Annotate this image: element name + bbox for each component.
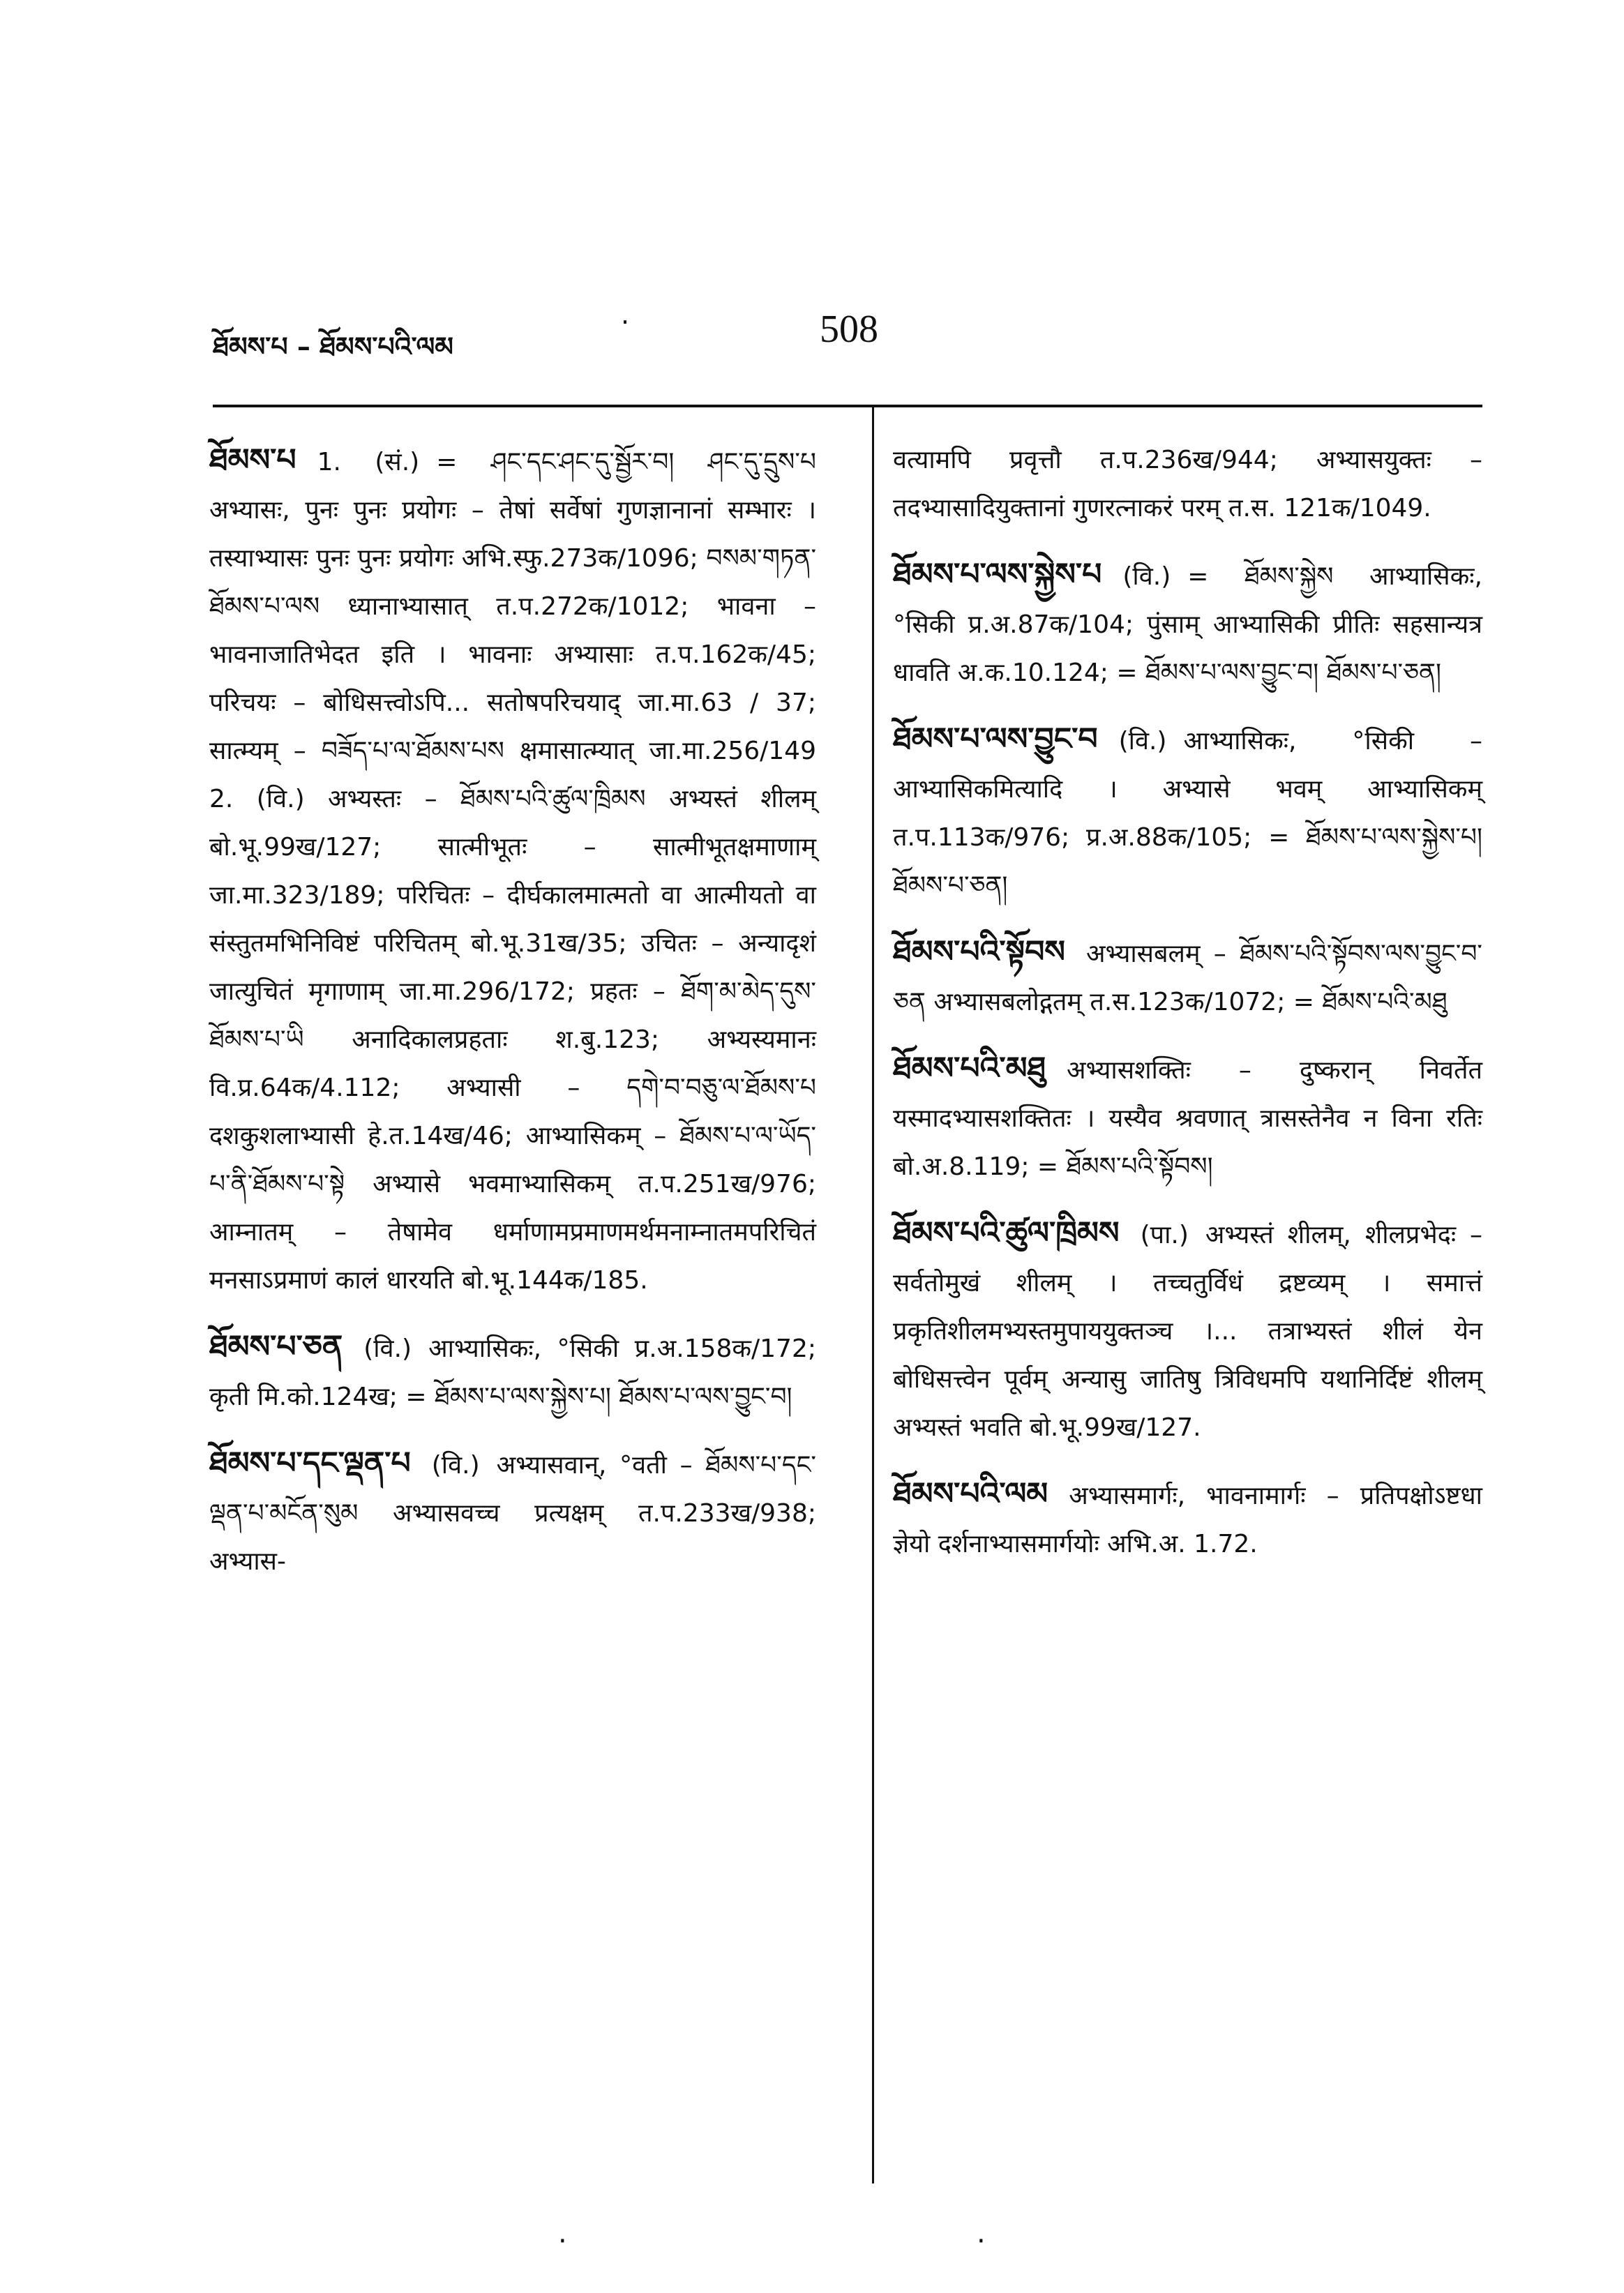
entry-grammar: (वि.) xyxy=(1122,562,1171,591)
right-column xyxy=(893,436,1482,1586)
dictionary-entry xyxy=(893,1470,1482,1568)
entry-grammar: (पा.) xyxy=(1140,1221,1189,1249)
entry-text: अभ्यासशक्तिः – दुष्करान् निवर्तेत यस्मादभ्यासशक्तितः । यस्यैव श्रवणात् त्रासस्तेनैव न विना रतिः बो.अ.8.119; = ཐོམས་པའི་སྟོབས། xyxy=(893,1056,1482,1181)
dictionary-entry xyxy=(209,436,816,1305)
entry-headword: ཐོམས་པ་ཅན xyxy=(209,1329,343,1364)
entry-text: आभ्यासिकः, °सिकी प्र.अ.158क/172; कृती मि.को.124ख; = ཐོམས་པ་ལས་སྐྱེས་པ། ཐོམས་པ་ལས་བྱུང་བ། xyxy=(209,1335,816,1411)
entry-grammar: (वि.) xyxy=(431,1451,480,1480)
entry-headword: ཐོམས་པའི་ཚུལ་ཁྲིམས xyxy=(893,1215,1120,1251)
entry-grammar: (वि.) xyxy=(363,1335,412,1363)
entry-text: वत्यामपि प्रवृत्तौ त.प.236ख/944; अभ्यासयुक्तः – तदभ्यासादियुक्तानां गुणरत्नाकरं परम् त.स. 121क/1049. xyxy=(893,446,1482,522)
entry-text: अभ्यस्तं शीलम्, शीलप्रभेदः – सर्वतोमुखं शीलम् । तच्चतुर्विधं द्रष्टव्यम् । समात्तं प्रकृतिशीलमभ्यस्तमुपाययुक्तञ्च ।... तत्राभ्यस्तं शीलं येन बोधिसत्त्वेन पूर्वम् अन्यासु जातिषु त्रिविधमपि यथानिर्दिष्टं शीलम् अभ्यस्तं भवति बो.भू.99ख/127. xyxy=(893,1221,1482,1442)
entry-grammar: 1. (सं.) xyxy=(317,448,420,476)
entry-headword: ཐོམས་པའི་མཐུ xyxy=(893,1051,1046,1086)
entry-headword: ཐོམས་པ་ལས་བྱུང་བ xyxy=(893,721,1098,757)
entry-text: = ཤང་དང་ཤང་དུ་སྦྱོར་བ། ཤང་དུ་དྲུས་པ अभ्यासः, पुनः पुनः प्रयोगः – तेषां सर्वेषां गुणज्ञानानां सम्भारः । तस्याभ्यासः पुनः पुनः प्रयोगः अभि.स्फु.273क/1096; བསམ་གཏན་ཐོམས་པ་ལས ध्यानाभ्यासात् त.प.272क/1012; भावना – भावनाजातिभेदत इति । भावनाः अभ्यासाः त.प.162क/45; परिचयः – बोधिसत्त्वोऽपि... सतोषपरिचयाद् जा.मा.63 / 37; सात्म्यम् – བཟོད་པ་ལ་ཐོམས་པས क्षमासात्म्यात् जा.मा.256/149 2. (वि.) अभ्यस्तः – ཐོམས་པའི་ཚུལ་ཁྲིམས अभ्यस्तं शीलम् बो.भू.99ख/127; सात्मीभूतः – सात्मीभूतक्षमाणाम् जा.मा.323/189; परिचितः – दीर्घकालमात्मतो वा आत्मीयतो वा संस्तुतमभिनिविष्टं परिचितम् बो.भू.31ख/35; उचितः – अन्यादृशं जात्युचितं मृगाणाम् जा.मा.296/172; प्रहतः – ཐོག་མ་མེད་དུས་ཐོམས་པ་ཡི अनादिकालप्रहताः श.बु.123; अभ्यस्यमानः वि.प्र.64क/4.112; अभ्यासी – དགེ་བ་བཅུ་ལ་ཐོམས་པ दशकुशलाभ्यासी हे.त.14ख/46; आभ्यासिकम् – ཐོམས་པ་ལ་ཡོད་པ་ནི་ཐོམས་པ་སྟེ अभ्यासे भवमाभ्यासिकम् त.प.251ख/976; आम्नातम् – तेषामेव धर्माणामप्रमाणमर्थमनाम्नातमपरिचितं मनसाऽप्रमाणं कालं धारयति बो.भू.144क/185. xyxy=(209,448,816,1295)
dictionary-entry-continued xyxy=(893,436,1482,532)
dictionary-entry xyxy=(209,1439,816,1586)
entry-headword: ཐོམས་པ་དང་ལྡན་པ xyxy=(209,1445,411,1481)
dictionary-entry xyxy=(893,715,1482,910)
dictionary-entry xyxy=(893,928,1482,1026)
dictionary-entry xyxy=(893,1209,1482,1452)
column-divider xyxy=(872,405,874,2183)
entry-text: अभ्यासबलम् – ཐོམས་པའི་སྟོབས་ལས་བྱུང་བ་ཅན अभ्यासबलोद्गतम् त.स.123क/1072; = ཐོམས་པའི་མཐུ xyxy=(893,940,1482,1016)
entry-text: आभ्यासिकः, °सिकी – आभ्यासिकमित्यादि । अभ्यासे भवम् आभ्यासिकम् त.प.113क/976; प्र.अ.88क/105; = ཐོམས་པ་ལས་སྐྱེས་པ། ཐོམས་པ་ཅན། xyxy=(893,727,1482,900)
page-number: 508 xyxy=(820,308,878,351)
entry-headword: ཐོམས་པའི་སྟོབས xyxy=(893,934,1065,970)
entry-text: = ཐོམས་སྐྱེས आभ्यासिकः, °सिकी प्र.अ.87क/104; पुंसाम् आभ्यासिकी प्रीतिः सहसान्यत्र धावति अ.क.10.124; = ཐོམས་པ་ལས་བྱུང་བ། ཐོམས་པ་ཅན། xyxy=(893,562,1482,687)
entry-headword: ཐོམས་པ་ལས་སྐྱེས་པ xyxy=(893,557,1102,592)
entry-text: अभ्यासवान्, °वती – ཐོམས་པ་དང་ལྡན་པ་མངོན་སུམ अभ्यासवच्च प्रत्यक्षम् त.प.233ख/938; अभ्यास- xyxy=(209,1451,816,1576)
header-rule xyxy=(213,405,1482,407)
left-column xyxy=(209,436,816,1604)
running-head: ཐོམས་པ – ཐོམས་པའི་ལམ xyxy=(213,331,453,362)
entry-headword: ཐོམས་པའི་ལམ xyxy=(893,1476,1048,1512)
scan-dot-mark: · xyxy=(558,2225,567,2257)
dictionary-entry xyxy=(893,1044,1482,1191)
dictionary-entry xyxy=(893,550,1482,697)
dictionary-entry xyxy=(209,1323,816,1421)
scan-dot-mark: · xyxy=(977,2225,986,2257)
header-dot-mark: · xyxy=(621,307,630,338)
entry-text: अभ्यासमार्गः, भावनामार्गः – प्रतिपक्षोऽष्टधा ज्ञेयो दर्शनाभ्यासमार्गयोः अभि.अ. 1.72. xyxy=(893,1482,1482,1558)
entry-headword: ཐོམས་པ xyxy=(209,442,296,478)
entry-grammar: (वि.) xyxy=(1118,727,1167,755)
